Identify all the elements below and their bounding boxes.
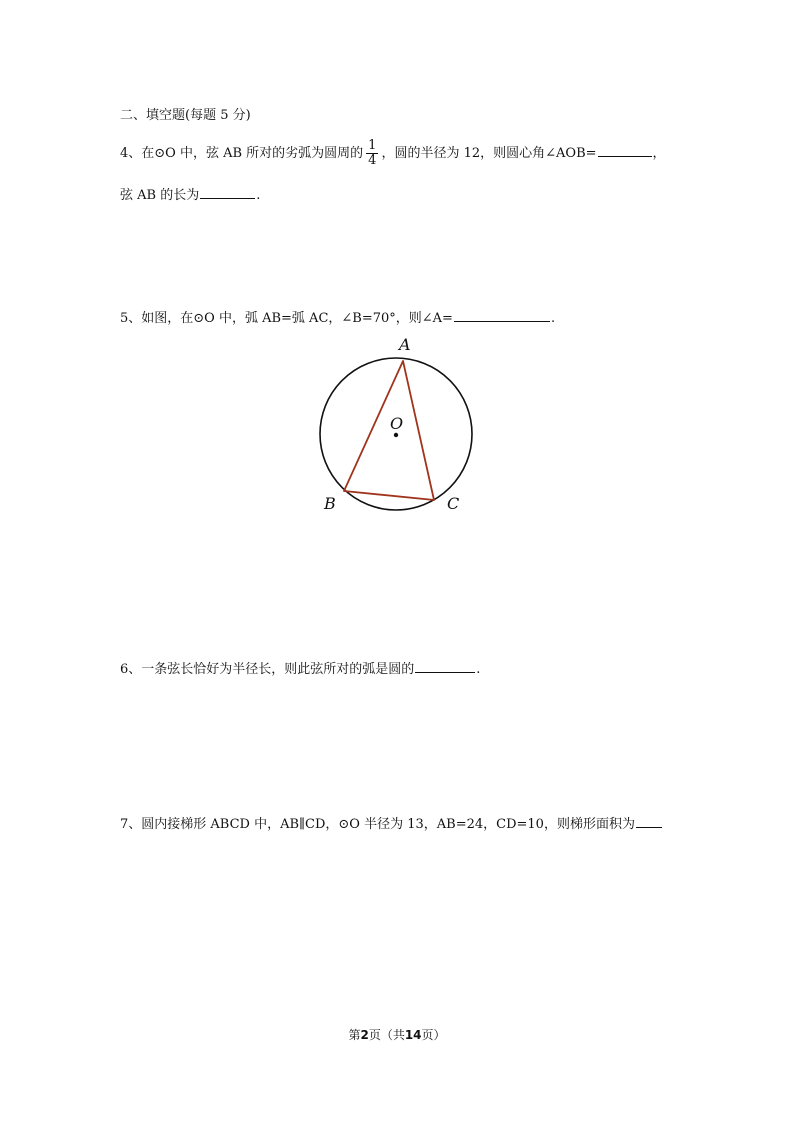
question-5-end: .	[550, 311, 556, 326]
question-7	[120, 814, 663, 834]
label-b: B	[324, 494, 336, 513]
fraction-one-quarter	[366, 139, 378, 168]
question-4-line-1	[120, 136, 666, 172]
question-4-line-2-text: 弦 AB 的长为	[120, 188, 200, 203]
question-5	[120, 308, 555, 328]
footer-page-number: 2	[360, 1028, 369, 1042]
question-4-line-2-end: .	[256, 188, 261, 203]
label-a: A	[399, 335, 411, 354]
footer-mid: 页（共	[368, 1028, 405, 1042]
label-c: C	[447, 494, 460, 513]
question-4-text-1: 4、在⊙O 中，弦 AB 所对的劣弧为圆周的	[120, 146, 364, 161]
question-7-text: 7、圆内接梯形 ABCD 中，AB∥CD，⊙O 半径为 13，AB=24，CD=10，则梯形面积为	[120, 817, 635, 832]
question-4-text-3: ，	[652, 146, 666, 161]
footer-prefix: 第	[348, 1028, 361, 1042]
answer-blank-arc[interactable]	[415, 659, 475, 673]
question-6	[120, 659, 480, 679]
footer-suffix: 页）	[421, 1028, 446, 1042]
answer-blank-trapezoid-area[interactable]	[636, 814, 662, 828]
answer-blank-angle-aob[interactable]	[598, 143, 652, 157]
footer-total-pages: 14	[404, 1028, 422, 1042]
fraction-numerator: 1	[368, 138, 377, 153]
page-footer	[0, 1026, 794, 1043]
section-title-text: 二、填空题(每题 5 分)	[120, 108, 251, 123]
fraction-denominator: 4	[368, 153, 377, 168]
question-5-text: 5、如图，在⊙O 中，弧 AB=弧 AC，∠B=70°，则∠A=	[120, 311, 453, 326]
question-6-text: 6、一条弦长恰好为半径长，则此弦所对的弧是圆的	[120, 662, 415, 677]
answer-blank-chord-length[interactable]	[200, 185, 255, 199]
center-point-o	[394, 433, 398, 437]
question-6-end: .	[476, 662, 481, 677]
answer-blank-angle-a[interactable]	[454, 308, 550, 322]
question-4-text-2: ，圆的半径为 12，则圆心角∠AOB=	[381, 146, 597, 161]
label-o: O	[390, 414, 404, 433]
question-4-line-2	[120, 185, 260, 205]
section-title	[120, 107, 251, 125]
triangle-abc	[344, 361, 434, 500]
circle-triangle-figure	[310, 335, 490, 515]
